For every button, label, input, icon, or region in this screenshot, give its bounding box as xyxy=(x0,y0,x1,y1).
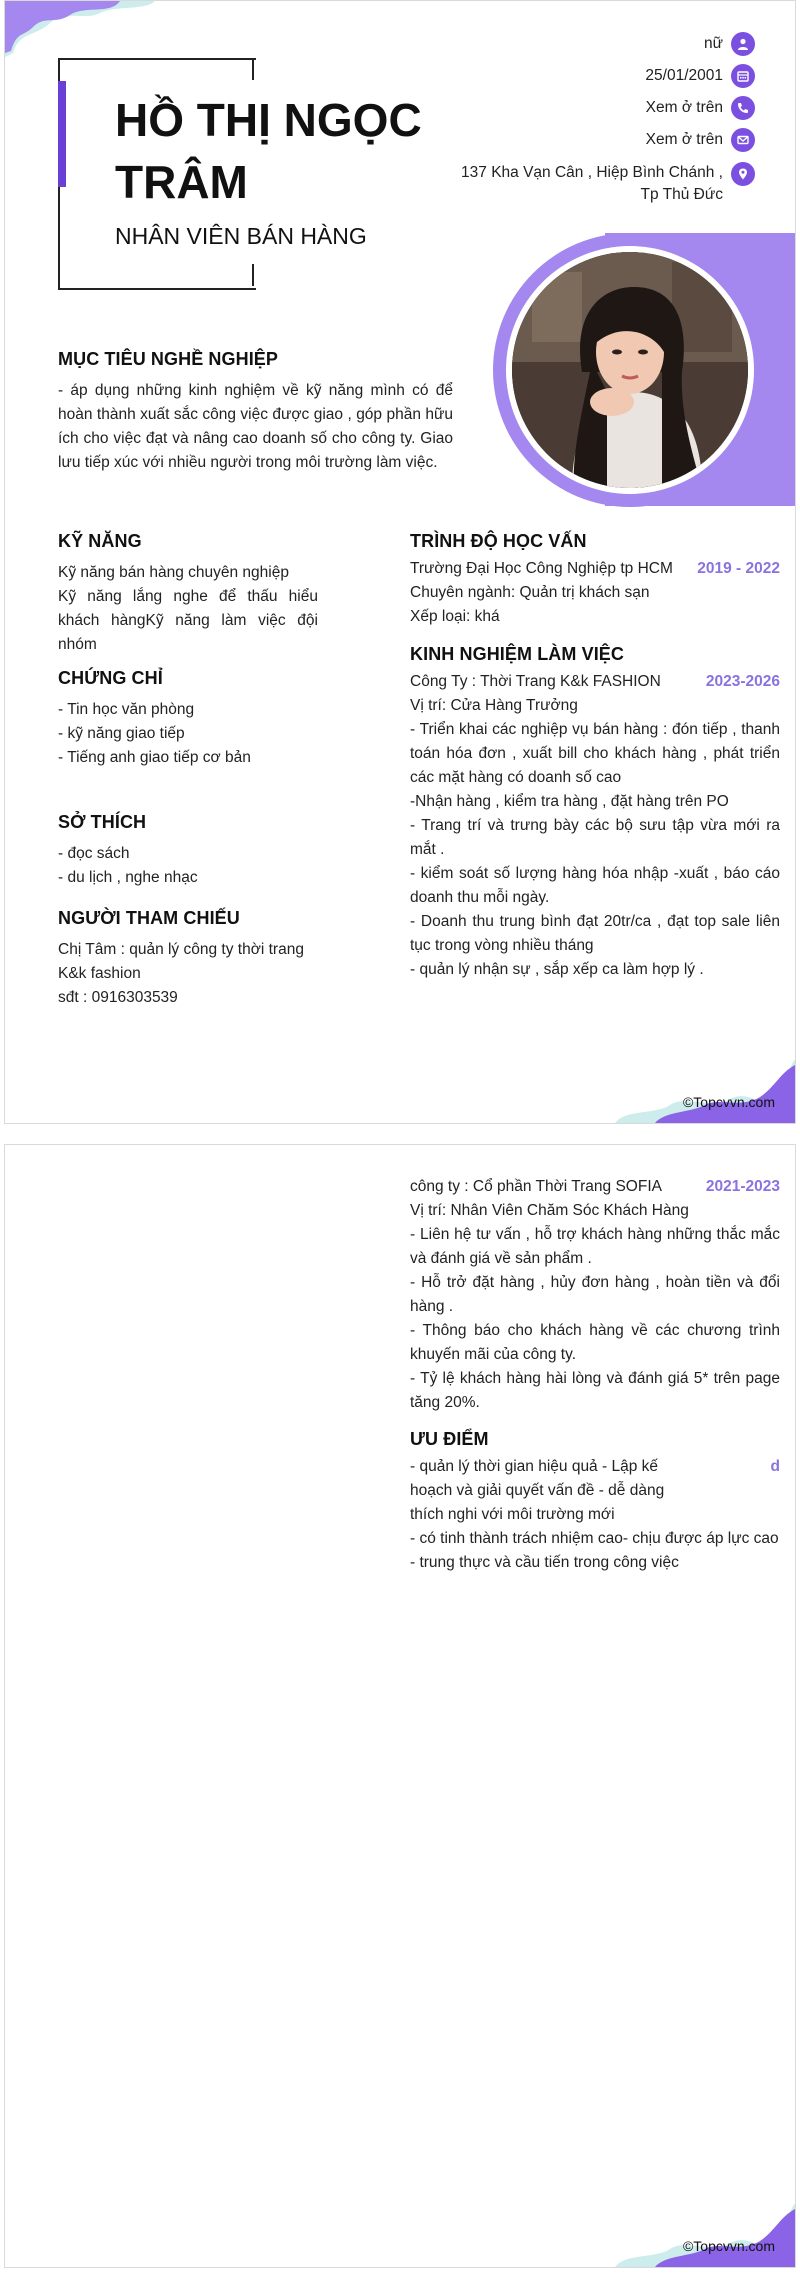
contact-phone xyxy=(375,92,755,124)
job-2-duty: - Thông báo cho khách hàng về các chương trình khuyến mãi của công ty. xyxy=(410,1322,780,1363)
reference-line: K&k fashion xyxy=(58,965,141,982)
job-1-duty: - Triển khai các nghiệp vụ bán hàng : đón tiếp , thanh toán hóa đơn , xuất bill cho khách hàng , phát triển các mặt hàng có doanh số cao xyxy=(410,721,780,786)
contact-birthday xyxy=(375,60,755,92)
hobby-item: - đọc sách xyxy=(58,845,130,862)
bottom-right-wave-decoration xyxy=(615,1059,795,1123)
job-2-years: 2021-2023 xyxy=(705,1178,780,1195)
school-name: Trường Đại Học Công Nghiệp tp HCM xyxy=(410,560,673,577)
strength-item: - quản lý thời gian hiệu quả - Lập kế hoạch và giải quyết vấn đề - dễ dàng thích nghi với môi trường mới xyxy=(410,1458,665,1523)
contact-info xyxy=(375,28,755,206)
contact-email xyxy=(375,124,755,156)
contact-gender xyxy=(375,28,755,60)
birthday-value: 25/01/2001 xyxy=(645,67,723,84)
job-1-duty: -Nhận hàng , kiểm tra hàng , đặt hàng trên PO xyxy=(410,793,729,810)
experience-title: KINH NGHIỆM LÀM VIỆC xyxy=(410,644,625,664)
user-icon xyxy=(731,32,755,56)
email-icon xyxy=(731,128,755,152)
job-2-duty: - Tỷ lệ khách hàng hài lòng và đánh giá 5* trên page tăng 20%. xyxy=(410,1370,780,1411)
skills-list xyxy=(58,561,318,657)
job-1-position: Vị trí: Cửa Hàng Trưởng xyxy=(410,697,578,714)
education-title: TRÌNH ĐỘ HỌC VẤN xyxy=(410,531,587,551)
education-rank: Xếp loại: khá xyxy=(410,608,500,625)
address-value xyxy=(461,162,723,206)
job-title: NHÂN VIÊN BÁN HÀNG xyxy=(115,223,367,249)
strengths-list xyxy=(410,1455,780,1575)
skill-item: Kỹ năng lắng nghe để thấu hiểu khách hàngKỹ năng làm việc đội nhóm xyxy=(58,588,318,653)
job-1-duty: - quản lý nhận sự , sắp xếp ca làm hợp lý . xyxy=(410,961,704,978)
certificate-item: - Tiếng anh giao tiếp cơ bản xyxy=(58,749,251,766)
reference-line: sđt : 0916303539 xyxy=(58,989,178,1006)
address-line1: 137 Kha Vạn Cân , Hiệp Bình Chánh , xyxy=(461,164,723,181)
job-1-duty: - Trang trí và trưng bày các bộ sưu tập vừa mới ra mắt . xyxy=(410,817,780,858)
candidate-name-line2: TRÂM xyxy=(115,156,248,208)
name-accent-bar xyxy=(58,81,66,187)
certificate-item: - Tin học văn phòng xyxy=(58,701,195,718)
name-frame-corner-bottom xyxy=(252,264,254,286)
job-2-duty: - Liên hệ tư vấn , hỗ trợ khách hàng những thắc mắc và đánh giá về sản phẩm . xyxy=(410,1226,780,1267)
reference-line: Chị Tâm : quản lý công ty thời trang xyxy=(58,941,304,958)
footer-brand: ©Topcvvn.com xyxy=(682,1094,775,1110)
hobby-item: - du lịch , nghe nhạc xyxy=(58,869,198,886)
location-icon xyxy=(731,162,755,186)
strength-row xyxy=(410,1455,780,1527)
skills-title: KỸ NĂNG xyxy=(58,531,142,551)
top-left-wave-decoration xyxy=(5,1,165,61)
objective-text: - áp dụng những kinh nghiệm về kỹ năng mình có để hoàn thành xuất sắc công việc được giao , góp phần hữu ích cho việc đạt và nâng cao doanh số cho công ty. Giao lưu tiếp xúc với nhiều người trong môi trường làm việc. xyxy=(58,382,453,471)
education-block xyxy=(410,557,780,629)
job-2-position: Vị trí: Nhân Viên Chăm Sóc Khách Hàng xyxy=(410,1202,689,1219)
job-1-company: Công Ty : Thời Trang K&k FASHION xyxy=(410,673,661,690)
certificate-item: - kỹ năng giao tiếp xyxy=(58,725,185,742)
job-1-company-row xyxy=(410,670,780,694)
phone-value: Xem ở trên xyxy=(645,99,723,116)
experience-job-1 xyxy=(410,670,780,982)
objective-title: MỤC TIÊU NGHỀ NGHIỆP xyxy=(58,349,279,369)
phone-icon xyxy=(731,96,755,120)
reference-details xyxy=(58,938,328,1010)
certificates-title: CHỨNG CHỈ xyxy=(58,668,163,688)
address-line2: Tp Thủ Đức xyxy=(640,186,723,203)
strength-item: - trung thực và cầu tiến trong công việc xyxy=(410,1554,679,1571)
certificates-list xyxy=(58,698,318,770)
education-years: 2019 - 2022 xyxy=(697,560,780,577)
calendar-icon xyxy=(731,64,755,88)
job-1-years: 2023-2026 xyxy=(705,673,780,690)
gender-value: nữ xyxy=(704,35,723,52)
job-2-company: công ty : Cổ phần Thời Trang SOFIA xyxy=(410,1178,662,1195)
bottom-right-wave-decoration xyxy=(615,2203,795,2267)
job-2-company-row xyxy=(410,1175,780,1199)
name-frame-corner-top xyxy=(252,58,254,80)
strength-item: - có tinh thành trách nhiệm cao- chịu được áp lực cao xyxy=(410,1530,779,1547)
hobbies-title: SỞ THÍCH xyxy=(58,812,147,832)
cv-page-1 xyxy=(4,0,796,1124)
cv-page-2 xyxy=(4,1144,796,2268)
education-major: Chuyên ngành: Quản trị khách sạn xyxy=(410,584,650,601)
job-2-duty: - Hỗ trở đặt hàng , hủy đơn hàng , hoàn tiền và đổi hàng . xyxy=(410,1274,780,1315)
profile-photo xyxy=(512,252,748,488)
hobbies-list xyxy=(58,842,318,890)
contact-address xyxy=(375,156,755,206)
footer-brand: ©Topcvvn.com xyxy=(682,2238,775,2254)
strength-side-mark: d xyxy=(770,1458,780,1475)
experience-job-2 xyxy=(410,1175,780,1415)
education-school-row xyxy=(410,557,780,581)
job-1-duty: - Doanh thu trung bình đạt 20tr/ca , đạt top sale liên tục trong vòng nhiều tháng xyxy=(410,913,780,954)
strengths-title: ƯU ĐIỂM xyxy=(410,1429,489,1449)
reference-title: NGƯỜI THAM CHIẾU xyxy=(58,908,240,928)
candidate-name-line1: HỒ THỊ NGỌC xyxy=(115,94,422,146)
skill-item: Kỹ năng bán hàng chuyên nghiệp xyxy=(58,564,289,581)
email-value: Xem ở trên xyxy=(645,131,723,148)
job-1-duty: - kiểm soát số lượng hàng hóa nhập -xuất , báo cáo doanh thu mỗi ngày. xyxy=(410,865,780,906)
